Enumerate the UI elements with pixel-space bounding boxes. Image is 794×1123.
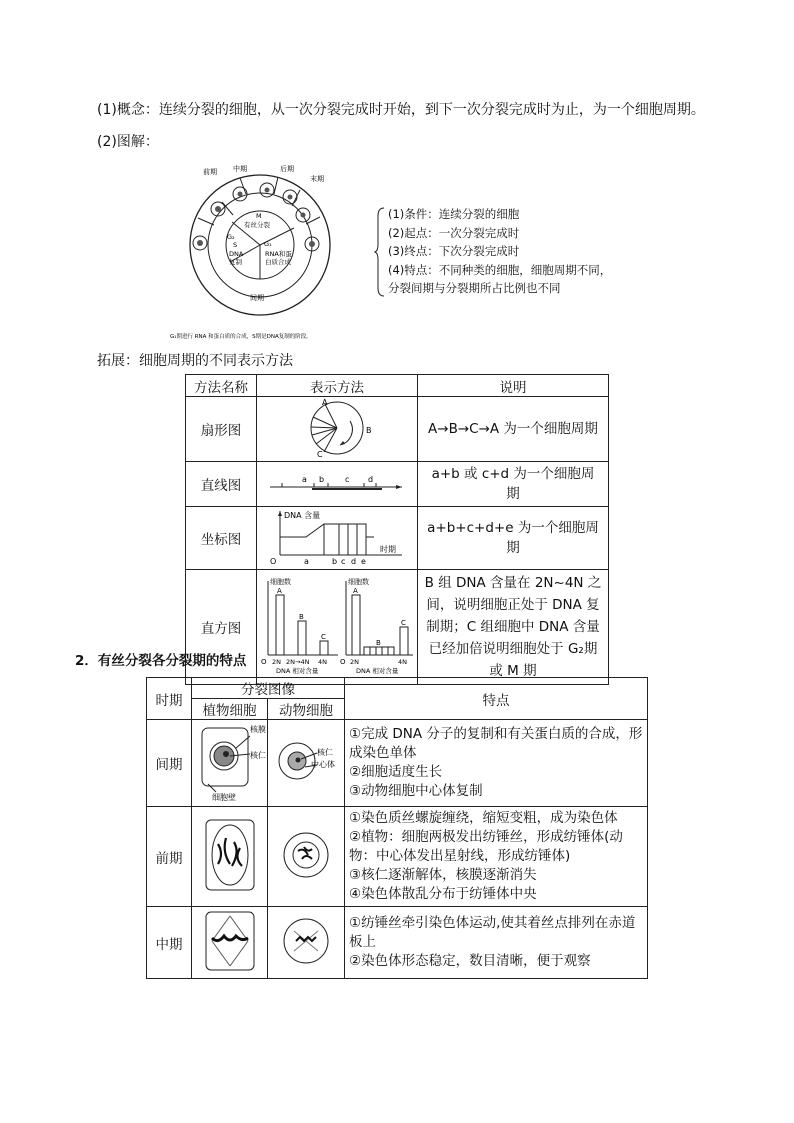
hist-origin: O (340, 658, 346, 666)
header-features: 特点 (345, 678, 648, 720)
line-label-a: a (302, 475, 307, 484)
coord-tick: a (304, 557, 309, 565)
brace-notes (388, 205, 611, 298)
period-cell: 间期 (147, 720, 192, 807)
feature-item: ②细胞适度生长 (349, 764, 443, 780)
hist-bar-label: A (277, 587, 282, 595)
method-desc: B 组 DNA 含量在 2N~4N 之间，说明细胞正处于 DNA 复制期；C 组细胞中 DNA 含量已经加倍说明细胞处于 G₂期或 M 期 (418, 570, 609, 685)
coordinate-diagram (262, 507, 412, 565)
method-name: 直方图 (186, 570, 257, 685)
phase-label: 后期 (280, 165, 294, 173)
header-cell: 方法名称 (186, 375, 257, 397)
method-name: 扇形图 (186, 397, 257, 462)
note-line: (2)起点：一次分裂完成时 (388, 225, 520, 240)
concept-line: (1)概念：连续分裂的细胞，从一次分裂完成时开始，到下一次分裂完成时为止，为一个细胞周期。 (97, 102, 705, 118)
histogram-diagram (258, 575, 416, 675)
hist-y-label: 细胞数 (270, 578, 291, 586)
method-desc: a+b+c+d+e 为一个细胞周期 (418, 507, 609, 570)
hist-tick: 2N→4N (286, 658, 310, 666)
features-cell (345, 907, 648, 979)
header-period: 时期 (147, 678, 192, 720)
plant-prophase-image (200, 814, 260, 896)
phase-label: 中期 (233, 165, 247, 173)
m-name: 有丝分裂 (244, 221, 270, 229)
period-cell: 中期 (147, 907, 192, 979)
header-cell: 说明 (418, 375, 609, 397)
animal-interphase-image (269, 731, 343, 791)
animal-prophase-image (276, 825, 336, 885)
feature-item: ②染色体形态稳定，数目清晰，便于观察 (349, 953, 591, 969)
method-desc: a+b 或 c+d 为一个细胞周期 (418, 462, 609, 507)
line-label-c: c (345, 475, 350, 484)
header-animal: 动物细胞 (268, 699, 345, 720)
fan-diagram (292, 397, 382, 457)
header-images: 分裂图像 (192, 678, 345, 699)
phases-table (146, 677, 648, 979)
method-desc: A→B→C→A 为一个细胞周期 (418, 397, 609, 462)
diagram-heading: (2)图解： (97, 134, 159, 150)
feature-item: ②植物：细胞两极发出纺锤丝，形成纺锤体(动物：中心体发出星射线，形成纺锤体) (349, 829, 623, 864)
hist-tick: 2N (350, 658, 359, 666)
interphase-label: 间期 (250, 294, 264, 302)
note-line: 分裂间期与分裂期所占比例也不同 (388, 281, 561, 295)
hist-x-label: DNA 相对含量 (356, 667, 399, 675)
features-cell (345, 720, 648, 807)
fan-label-a: A (322, 398, 328, 407)
section2-title: 2．有丝分裂各分裂期的特点 (75, 653, 247, 669)
hist-tick: 4N (318, 658, 327, 666)
note-line: (3)终点：下次分裂完成时 (388, 244, 520, 258)
note-line: (4)特点：不同种类的细胞，细胞周期不同， (388, 262, 612, 277)
rna-label: RNA和蛋 (265, 250, 292, 258)
coord-tick: c (341, 557, 346, 565)
g2-label: G₂ (227, 233, 235, 241)
feature-item: ③动物细胞中心体复制 (349, 783, 483, 799)
label-cellwall: 细胞壁 (211, 793, 236, 802)
coord-x-label: 时期 (380, 545, 396, 554)
label-centrosome: 中心体 (311, 760, 335, 769)
cell-cycle-figure (170, 160, 390, 345)
period-cell: 前期 (147, 807, 192, 907)
plant-interphase-image (194, 720, 266, 802)
figure-caption: G₁期进行 RNA 和蛋白质的合成，S期是DNA复制的阶段。 (170, 334, 312, 340)
brace-icon (374, 206, 386, 298)
feature-item: ①纺锤丝牵引染色体运动,使其着丝点排列在赤道板上 (349, 915, 636, 950)
feature-item: ③核仁逐渐解体，核膜逐渐消失 (349, 867, 537, 883)
header-cell: 表示方法 (257, 375, 418, 397)
coord-tick: b (332, 557, 338, 565)
hist-bar-label: A (353, 587, 358, 595)
hist-tick: 2N (272, 658, 281, 666)
features-cell (345, 807, 648, 907)
phase-label: 末期 (310, 175, 324, 183)
method-name: 直线图 (186, 462, 257, 507)
m-label: M (256, 212, 262, 220)
g1-label: G₁ (264, 240, 272, 248)
line-diagram (262, 472, 412, 492)
hist-y-label: 细胞数 (348, 578, 369, 586)
phase-label: 前期 (203, 168, 217, 176)
s-label: S (233, 241, 238, 249)
feature-item: ④染色体散乱分布于纺锤体中央 (349, 886, 537, 902)
hist-bar-label: C (401, 619, 406, 627)
coord-origin: O (270, 557, 277, 565)
dna-label: DNA (229, 250, 244, 258)
fan-label-b: B (366, 426, 372, 435)
protein-label: 白质合成 (265, 258, 291, 266)
hist-origin: O (261, 658, 267, 666)
extension-title: 拓展：细胞周期的不同表示方法 (97, 353, 293, 369)
line-label-b: b (319, 475, 325, 484)
methods-table (185, 374, 609, 685)
hist-bar-label: C (321, 633, 326, 641)
coord-tick: e (361, 557, 366, 565)
plant-metaphase-image (200, 908, 260, 974)
feature-item: ①完成 DNA 分子的复制和有关蛋白质的合成，形成染色单体 (349, 726, 643, 761)
line-label-d: d (368, 475, 374, 484)
coord-y-label: DNA 含量 (284, 511, 321, 520)
hist-bar-label: B (299, 613, 304, 621)
hist-x-label: DNA 相对含量 (276, 667, 319, 675)
label-membrane: 核膜 (249, 725, 266, 734)
hist-bar-label: B (376, 639, 381, 647)
feature-item: ①染色质丝螺旋缠绕，缩短变粗，成为染色体 (349, 810, 618, 826)
note-line: (1)条件：连续分裂的细胞 (388, 207, 520, 221)
fan-label-c: C (317, 450, 323, 457)
header-plant: 植物细胞 (192, 699, 268, 720)
label-animal-nucleolus: 核仁 (317, 748, 333, 757)
coord-tick: d (351, 557, 357, 565)
replication-label: 复制 (229, 258, 242, 266)
hist-tick: 4N (398, 658, 407, 666)
method-name: 坐标图 (186, 507, 257, 570)
label-nucleolus: 核仁 (249, 751, 266, 760)
animal-metaphase-image (276, 911, 336, 971)
